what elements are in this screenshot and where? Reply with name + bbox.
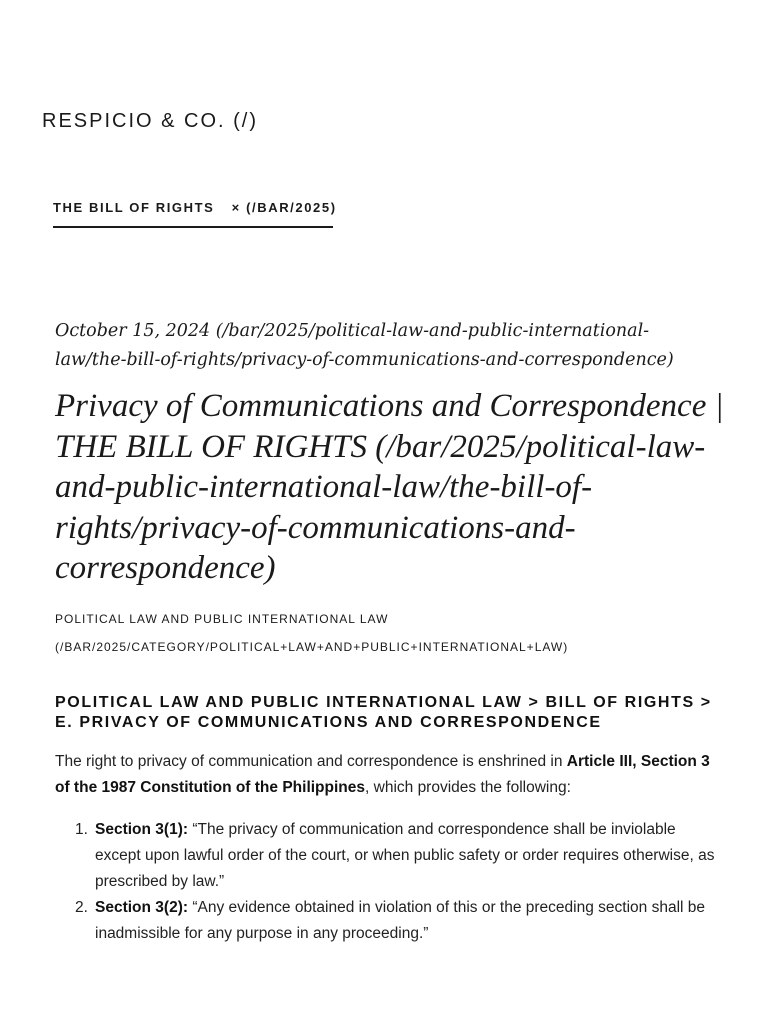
post-category-link[interactable] (55, 605, 715, 661)
section-heading: POLITICAL LAW AND PUBLIC INTERNATIONAL LAW > BILL OF RIGHTS > E. PRIVACY OF COMMUNICATIONS AND CORRESPONDENCE (55, 694, 712, 731)
site-logo-link[interactable]: RESPICIO & CO. (/) (42, 110, 259, 132)
intro-bold-reference: Article III, Section 3 of the 1987 Constitution of the Philippines (55, 753, 710, 796)
list-item-text: “The privacy of communication and correspondence shall be inviolable except upon lawful order of the court, or when public safety or order requires otherwise, as prescribed by law.” (95, 821, 715, 890)
post-category-url[interactable]: (/BAR/2025/CATEGORY/POLITICAL+LAW+AND+PUBLIC+INTERNATIONAL+LAW) (55, 640, 569, 654)
list-item-label: Section 3(1): (95, 821, 189, 838)
list-item (55, 895, 720, 947)
intro-paragraph (55, 749, 720, 801)
intro-text-end: , which provides the following: (365, 779, 571, 796)
post-category-name[interactable]: POLITICAL LAW AND PUBLIC INTERNATIONAL LAW (55, 612, 389, 626)
tag-filter-label: THE BILL OF RIGHTS (53, 200, 215, 215)
list-item-text: “Any evidence obtained in violation of this or the preceding section shall be inadmissible for any purpose in any proceeding.” (95, 899, 706, 942)
list-item-label: Section 3(2): (95, 899, 189, 916)
constitution-sections-list (55, 817, 720, 947)
list-item-number: 2. (75, 899, 88, 916)
post-date-link[interactable]: October 15, 2024 (/bar/2025/political-law-and-public-international-law/the-bill-of-rights/privacy-of-communications-and-correspondence) (55, 321, 674, 370)
post-title-link[interactable]: Privacy of Communications and Correspondence | THE BILL OF RIGHTS (/bar/2025/political-law-and-public-international-law/the-bill-of-rights/privacy-of-communications-and-correspondence) (55, 388, 724, 586)
tag-filter-chip (53, 200, 337, 228)
list-item-number: 1. (75, 821, 88, 838)
intro-text: The right to privacy of communication and correspondence is enshrined in (55, 753, 567, 770)
tag-filter-remove-link[interactable]: × (/BAR/2025) (231, 200, 337, 215)
list-item (55, 817, 720, 895)
